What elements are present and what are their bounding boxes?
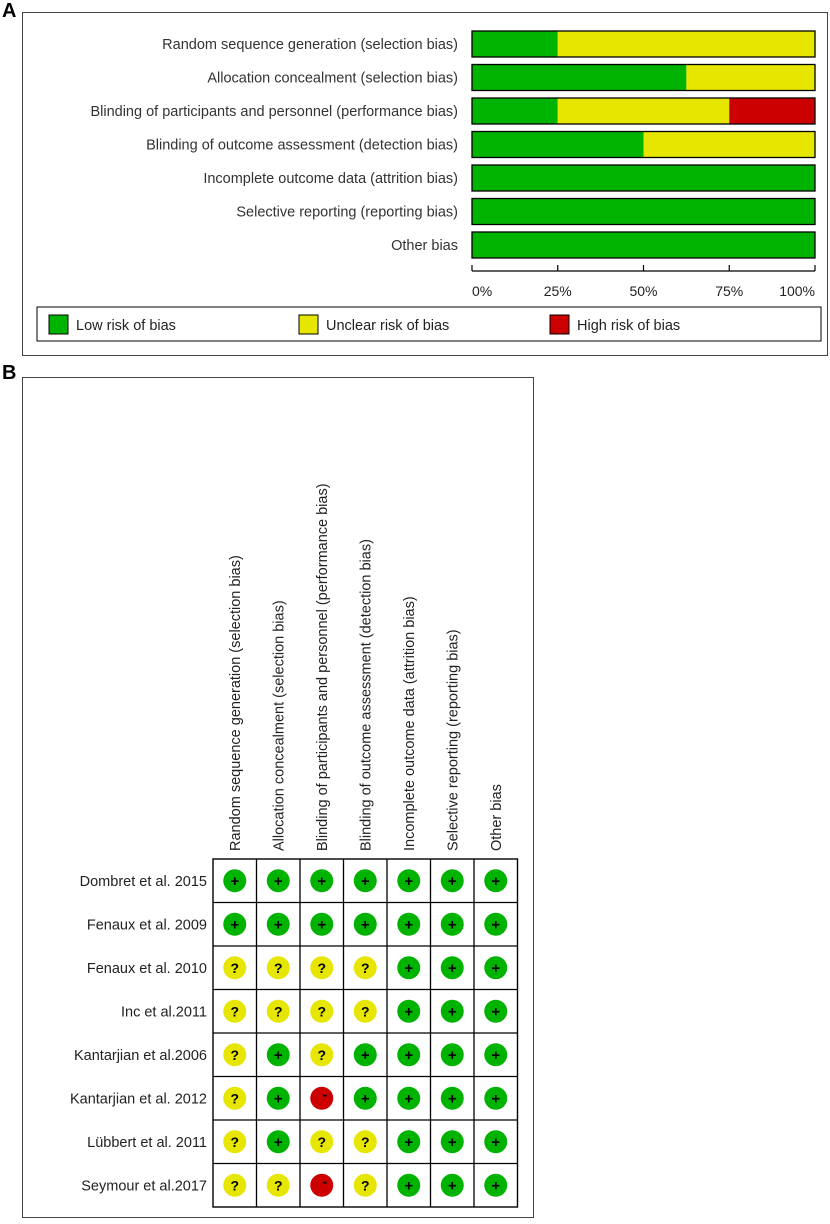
rating-symbol: + bbox=[273, 872, 283, 890]
rating-symbol: ? bbox=[317, 959, 327, 976]
study-label: Fenaux et al. 2010 bbox=[86, 960, 207, 977]
rating-symbol: + bbox=[447, 1046, 457, 1064]
column-header: Allocation concealment (selection bias) bbox=[271, 600, 288, 851]
rating-symbol: + bbox=[360, 872, 370, 890]
rating-symbol: + bbox=[491, 1046, 501, 1064]
rating-symbol: + bbox=[230, 916, 240, 934]
category-label: Random sequence generation (selection bias) bbox=[162, 37, 458, 53]
rating-symbol: ? bbox=[317, 1003, 327, 1020]
rating-symbol: + bbox=[360, 916, 370, 934]
bar-segment-unclear bbox=[686, 65, 815, 91]
rating-symbol: ? bbox=[273, 1177, 283, 1194]
rating-symbol: ? bbox=[230, 1177, 240, 1194]
risk-of-bias-table bbox=[22, 377, 534, 1218]
x-tick-label: 25% bbox=[543, 283, 572, 299]
bar-segment-low bbox=[472, 232, 815, 258]
bar-segment-low bbox=[472, 31, 558, 57]
rating-symbol: - bbox=[322, 1173, 328, 1191]
category-label: Allocation concealment (selection bias) bbox=[207, 70, 458, 87]
category-label: Blinding of participants and personnel (performance bias) bbox=[90, 104, 458, 120]
study-label: Dombret et al. 2015 bbox=[79, 873, 207, 890]
rating-symbol: + bbox=[447, 1090, 457, 1108]
column-header: Blinding of outcome assessment (detection bias) bbox=[358, 539, 375, 851]
rating-symbol: + bbox=[404, 1133, 414, 1151]
rating-symbol: ? bbox=[230, 1133, 240, 1150]
bar-segment-low bbox=[472, 98, 558, 124]
bar-segment-low bbox=[472, 199, 815, 225]
study-label: Kantarjian et al. 2012 bbox=[69, 1091, 207, 1108]
rating-symbol: + bbox=[447, 1003, 457, 1021]
rating-symbol: + bbox=[491, 959, 501, 977]
rating-symbol: + bbox=[491, 1177, 501, 1195]
rating-symbol: + bbox=[360, 1090, 370, 1108]
x-tick-label: 75% bbox=[715, 283, 744, 299]
rating-symbol: + bbox=[404, 916, 414, 934]
rating-symbol: + bbox=[447, 1133, 457, 1151]
column-header: Incomplete outcome data (attrition bias) bbox=[401, 596, 418, 851]
risk-of-bias-summary-chart bbox=[22, 12, 828, 356]
rating-symbol: + bbox=[230, 872, 240, 890]
bar-segment-high bbox=[729, 98, 815, 124]
bar-segment-unclear bbox=[558, 98, 730, 124]
rating-symbol: + bbox=[317, 916, 327, 934]
legend-swatch bbox=[299, 315, 318, 334]
x-tick-label: 50% bbox=[629, 283, 658, 299]
bar-segment-unclear bbox=[558, 31, 815, 57]
study-label: Lübbert et al. 2011 bbox=[87, 1134, 207, 1151]
legend-swatch bbox=[49, 315, 68, 334]
panel-a-letter: A bbox=[2, 0, 17, 22]
rating-symbol: ? bbox=[317, 1133, 327, 1150]
rating-symbol: + bbox=[491, 1003, 501, 1021]
category-label: Selective reporting (reporting bias) bbox=[236, 204, 458, 221]
rating-symbol: - bbox=[322, 1086, 328, 1104]
category-label: Incomplete outcome data (attrition bias) bbox=[203, 171, 458, 187]
rating-symbol: + bbox=[447, 1177, 457, 1195]
rating-symbol: + bbox=[491, 872, 501, 890]
rating-symbol: + bbox=[273, 1090, 283, 1108]
bias-table-svg bbox=[23, 378, 535, 1219]
rating-symbol: + bbox=[491, 916, 501, 934]
rating-symbol: + bbox=[447, 872, 457, 890]
column-header: Random sequence generation (selection bias) bbox=[227, 555, 244, 851]
rating-symbol: + bbox=[273, 1133, 283, 1151]
rating-symbol: ? bbox=[317, 1046, 327, 1063]
bar-segment-low bbox=[472, 132, 644, 158]
rating-symbol: ? bbox=[273, 959, 283, 976]
column-header: Other bias bbox=[488, 784, 505, 851]
rating-symbol: + bbox=[404, 1177, 414, 1195]
study-label: Inc et al.2011 bbox=[121, 1004, 207, 1021]
category-label: Other bias bbox=[391, 238, 458, 254]
rating-symbol: + bbox=[360, 1046, 370, 1064]
study-label: Seymour et al.2017 bbox=[81, 1178, 207, 1195]
rating-symbol: + bbox=[404, 1003, 414, 1021]
rating-symbol: + bbox=[317, 872, 327, 890]
rating-symbol: + bbox=[491, 1133, 501, 1151]
rating-symbol: ? bbox=[230, 1003, 240, 1020]
rating-symbol: + bbox=[447, 959, 457, 977]
rating-symbol: ? bbox=[230, 959, 240, 976]
rating-symbol: ? bbox=[230, 1046, 240, 1063]
rating-symbol: + bbox=[273, 916, 283, 934]
study-label: Kantarjian et al.2006 bbox=[73, 1047, 207, 1064]
column-header: Blinding of participants and personnel (performance bias) bbox=[314, 483, 331, 851]
rating-symbol: ? bbox=[360, 1133, 370, 1150]
legend-label: Unclear risk of bias bbox=[326, 318, 450, 334]
legend-swatch bbox=[550, 315, 569, 334]
rating-symbol: ? bbox=[360, 1177, 370, 1194]
bar-segment-low bbox=[472, 165, 815, 191]
study-label: Fenaux et al. 2009 bbox=[86, 917, 207, 934]
bar-segment-low bbox=[472, 65, 686, 91]
panel-b-letter: B bbox=[2, 362, 17, 384]
bar-segment-unclear bbox=[644, 132, 816, 158]
legend-label: Low risk of bias bbox=[76, 318, 176, 334]
rating-symbol: + bbox=[404, 1090, 414, 1108]
rating-symbol: + bbox=[273, 1046, 283, 1064]
x-tick-label: 0% bbox=[472, 283, 493, 299]
rating-symbol: + bbox=[447, 916, 457, 934]
column-header: Selective reporting (reporting bias) bbox=[445, 629, 462, 851]
rating-symbol: ? bbox=[360, 959, 370, 976]
x-tick-label: 100% bbox=[779, 283, 815, 299]
rating-symbol: ? bbox=[230, 1090, 240, 1107]
rating-symbol: ? bbox=[273, 1003, 283, 1020]
category-label: Blinding of outcome assessment (detection bias) bbox=[146, 137, 458, 154]
rating-symbol: + bbox=[404, 959, 414, 977]
rating-symbol: + bbox=[491, 1090, 501, 1108]
rating-symbol: + bbox=[404, 872, 414, 890]
legend-label: High risk of bias bbox=[577, 318, 681, 334]
rating-symbol: + bbox=[404, 1046, 414, 1064]
bar-chart-svg bbox=[23, 13, 829, 357]
rating-symbol: ? bbox=[360, 1003, 370, 1020]
